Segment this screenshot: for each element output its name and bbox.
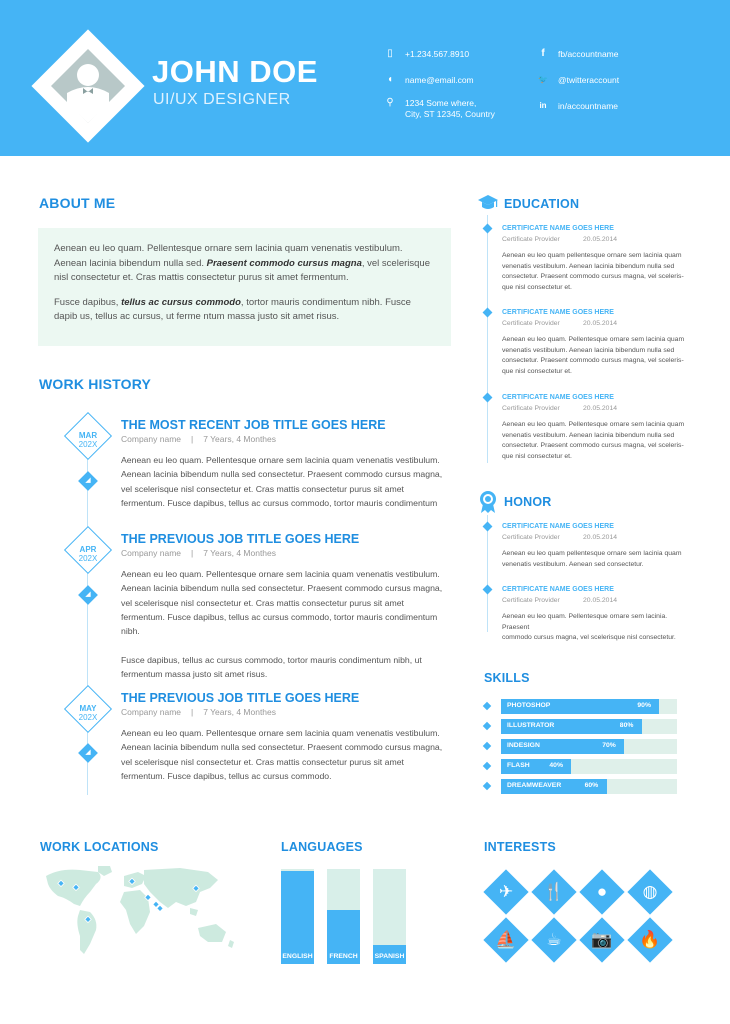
timeline-marker <box>483 585 493 595</box>
medal-icon <box>478 490 498 514</box>
cert-meta: Certificate Provider 20.05.2014 <box>502 236 618 243</box>
honor-timeline <box>487 515 488 632</box>
job-meta: Company name | 7 Years, 4 Monthes <box>121 548 277 558</box>
job-meta: Company name | 7 Years, 4 Monthes <box>121 707 277 717</box>
language-bar: FRENCH <box>327 869 360 964</box>
education-heading: EDUCATION <box>504 197 580 211</box>
coffee-beans-icon: ☕ <box>546 930 562 949</box>
language-bar: ENGLISH <box>281 869 314 964</box>
cert-meta: Certificate Provider 20.05.2014 <box>502 320 618 327</box>
job-title: THE MOST RECENT JOB TITLE GOES HERE <box>121 418 386 432</box>
job-title: THE PREVIOUS JOB TITLE GOES HERE <box>121 532 360 546</box>
timeline-marker <box>483 522 493 532</box>
interests-heading: INTERESTS <box>484 840 556 854</box>
cert-title: CERTIFICATE NAME GOES HERE <box>502 225 614 232</box>
job-title: THE PREVIOUS JOB TITLE GOES HERE <box>121 691 360 705</box>
language-bar: SPANISH <box>373 869 406 964</box>
camera-icon: 📷 <box>591 930 613 949</box>
timeline-marker <box>483 308 493 318</box>
role-subtitle: UI/UX DESIGNER <box>153 91 291 108</box>
airplane-icon: ✈ <box>498 882 514 901</box>
work-locations-heading: WORK LOCATIONS <box>40 840 159 854</box>
cert-description: Aenean eu leo quam. Pellentesque ornare sem lacinia quam venenatis vestibulum. Aenean lacinia bibendum nulla sed consectetur. Praesent commodo cursus magna, vel sceleris- que nisl consectetur et. <box>502 336 685 375</box>
cert-title: CERTIFICATE NAME GOES HERE <box>502 586 614 593</box>
timeline-marker <box>483 393 493 403</box>
education-timeline <box>487 215 488 463</box>
mouse-icon: ◖ <box>386 74 394 85</box>
contact-phone: ▯ +1.234.567.8910 <box>405 49 469 60</box>
campfire-icon: 🔥 <box>639 930 661 949</box>
graduation-cap-icon <box>477 194 499 212</box>
honor-heading: HONOR <box>504 495 552 509</box>
cert-meta: Certificate Provider 20.05.2014 <box>502 597 618 604</box>
work-history-heading: WORK HISTORY <box>39 376 152 392</box>
about-paragraph-1: Aenean eu leo quam. Pellentesque ornare sem lacinia quam venenatis vestibulum. Aenean lacinia bibendum nulla sed. Praesent commodo cursus magna, vel scelerisque nisl consectetur et. Cras mattis consectetur purus sit amet fermentum. <box>54 243 430 283</box>
job-description: Aenean eu leo quam. Pellentesque ornare sem lacinia quam venenatis vestibulum. Aenean lacinia bibendum nulla sed consectetur. Praesent commodo cursus magna, vel scelerisque nisl consectetur et. Cras mattis consectetur purus sit amet fermentum. Fusce dapibus, tellus ac cursus commodo. <box>121 728 443 781</box>
timeline-marker <box>483 224 493 234</box>
job-date: MAY 202X <box>78 704 98 722</box>
header-banner <box>0 0 730 156</box>
contact-address: ⚲ 1234 Some where, City, ST 12345, Country <box>405 98 495 120</box>
languages-heading: LANGUAGES <box>281 840 363 854</box>
timeline-marker: ◢ <box>78 585 98 605</box>
location-pin-icon: ⚲ <box>386 97 394 108</box>
about-paragraph-2: Fusce dapibus, tellus ac cursus commodo, tortor mauris condimentum nibh. Fusce dapib us, tellus ac cursus, ut ferme ntum massa justo sit amet risus. <box>54 296 411 322</box>
timeline-marker: ◢ <box>78 471 98 491</box>
phone-icon: ▯ <box>387 48 393 59</box>
skills-heading: SKILLS <box>484 671 530 685</box>
job-date: APR 202X <box>78 545 98 563</box>
job-description: Aenean eu leo quam. Pellentesque ornare sem lacinia quam venenatis vestibulum. Aenean lacinia bibendum nulla sed consectetur. Praesent commodo cursus magna, vel scelerisque nisl consectetur et. Cras mattis consectetur purus sit amet fermentum. Fusce dapibus, tellus ac cursus commodo, tortor mauris condimentum <box>121 455 443 508</box>
twitter-icon: 🐦 <box>538 75 548 84</box>
world-map <box>40 862 240 962</box>
about-heading: ABOUT ME <box>39 195 116 211</box>
name-heading: JOHN DOE <box>152 54 318 89</box>
social-twitter[interactable]: 🐦 @twitteraccount <box>558 75 619 86</box>
facebook-icon: f <box>541 48 545 59</box>
timeline-marker: ◢ <box>78 743 98 763</box>
job-description: Aenean eu leo quam. Pellentesque ornare sem lacinia quam venenatis vestibulum. Aenean lacinia bibendum nulla sed consectetur. Praesent commodo cursus magna, vel scelerisque nisl consectetur et. Cras mattis consectetur purus sit amet fermentum. Fusce dapibus, tellus ac cursus commodo, tortor mauris condimentum nibh. Fusce dapibus, tellus ac cursus commodo, tortor mauris condimentum nibh, ut fermentum massa justo sit amet risus. <box>121 569 443 680</box>
job-date: MAR 202X <box>78 431 98 449</box>
cert-meta: Certificate Provider 20.05.2014 <box>502 534 618 541</box>
sailboat-icon: ⛵ <box>495 930 517 949</box>
linkedin-icon: in <box>539 101 547 110</box>
contact-email[interactable]: ◖ name@email.com <box>405 75 474 86</box>
job-meta: Company name | 7 Years, 4 Monthes <box>121 434 277 444</box>
social-facebook[interactable]: f fb/accountname <box>558 49 618 60</box>
bowling-icon: ● <box>596 882 608 901</box>
basketball-icon: ◍ <box>642 882 658 901</box>
cert-title: CERTIFICATE NAME GOES HERE <box>502 523 614 530</box>
cert-description: Aenean eu leo quam pellentesque ornare sem lacinia quam venenatis vestibulum. Aenean sed consectetur. <box>502 550 682 568</box>
fork-knife-icon: 🍴 <box>543 882 565 901</box>
cert-title: CERTIFICATE NAME GOES HERE <box>502 309 614 316</box>
social-linkedin[interactable]: in in/accountname <box>558 101 618 112</box>
avatar-icon <box>43 41 133 131</box>
cert-description: Aenean eu leo quam. Pellentesque ornare sem lacinia. Praesent commodo cursus magna, vel scelerisque nisl consectetur. <box>502 613 676 641</box>
cert-description: Aenean eu leo quam. Pellentesque ornare sem lacinia quam venenatis vestibulum. Aenean lacinia bibendum nulla sed consectetur. Praesent commodo cursus magna, vel sceleris- que nisl consectetur et. <box>502 421 685 460</box>
cert-title: CERTIFICATE NAME GOES HERE <box>502 394 614 401</box>
cert-meta: Certificate Provider 20.05.2014 <box>502 405 618 412</box>
about-box <box>38 228 451 346</box>
cert-description: Aenean eu leo quam pellentesque ornare sem lacinia quam venenatis vestibulum. Aenean lacinia bibendum nulla sed consectetur. Praesent commodo cursus magna, vel sceleris- que nisl consectetur et. <box>502 252 684 291</box>
